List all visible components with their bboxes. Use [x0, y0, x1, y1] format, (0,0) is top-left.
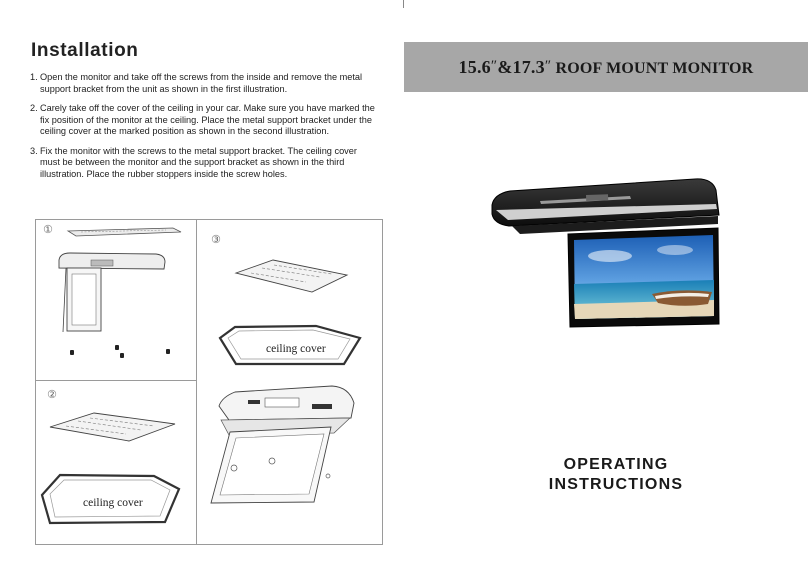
step-number: 3. — [30, 145, 38, 156]
step-3 — [30, 146, 375, 181]
title-inch-mark-b: ″ — [544, 57, 552, 74]
step-2 — [30, 103, 375, 138]
installation-steps — [30, 72, 375, 188]
step-text: Carely take off the cover of the ceiling in your car. Make sure you have marked the fix position of the monitor at the ceiling. Place the metal support bracket under the ceiling cover at the marked position as shown in the second illustration. — [40, 103, 375, 136]
illustration-1 — [43, 223, 181, 358]
right-page — [404, 0, 808, 571]
illustration-2 — [42, 388, 179, 523]
illustration-grid — [35, 219, 383, 545]
cover-title-line-2: INSTRUCTIONS — [548, 476, 684, 493]
illustration-3 — [211, 233, 360, 503]
title-size-b: &17.3 — [497, 56, 545, 77]
ceiling-cover-label: ceiling cover — [83, 497, 143, 509]
support-bracket-drawing — [236, 260, 347, 292]
monitor-product-photo — [490, 172, 750, 332]
product-title — [459, 57, 754, 78]
installation-heading: Installation — [31, 40, 139, 61]
step-1 — [30, 72, 375, 95]
ceiling-cover-label: ceiling cover — [266, 343, 326, 355]
panel-2-number: ② — [47, 388, 57, 401]
rubber-stoppers-drawing — [70, 345, 170, 358]
step-text: Open the monitor and take off the screws from the inside and remove the metal support bracket from the unit as shown in the first illustration. — [40, 72, 363, 94]
ceiling-cover-drawing — [220, 326, 360, 364]
operating-instructions-title — [404, 455, 808, 495]
step-number: 2. — [30, 103, 38, 113]
monitor-mounted-drawing — [211, 386, 354, 503]
title-product-name: ROOF MOUNT MONITOR — [551, 59, 754, 77]
title-bar — [404, 42, 808, 92]
ceiling-cover-drawing — [42, 475, 179, 523]
step-number: 1. — [30, 72, 38, 82]
support-bracket-drawing — [50, 413, 175, 441]
support-bracket-drawing — [68, 228, 181, 236]
title-size-a: 15.6 — [458, 56, 491, 77]
illustration-drawings — [36, 220, 384, 546]
step-text: Fix the monitor with the screws to the metal support bracket. The ceiling cover must be between the monitor and the support bracket as shown in the third illustration. Place the rubber stoppers inside the screw holes. — [40, 145, 357, 179]
screen-image — [574, 235, 714, 319]
cover-title-line-1: OPERATING — [563, 456, 669, 473]
monitor-open-drawing — [59, 253, 165, 332]
title-inch-mark-a: ″ — [490, 57, 498, 74]
panel-3-number: ③ — [211, 233, 221, 246]
panel-1-number: ① — [43, 223, 53, 236]
